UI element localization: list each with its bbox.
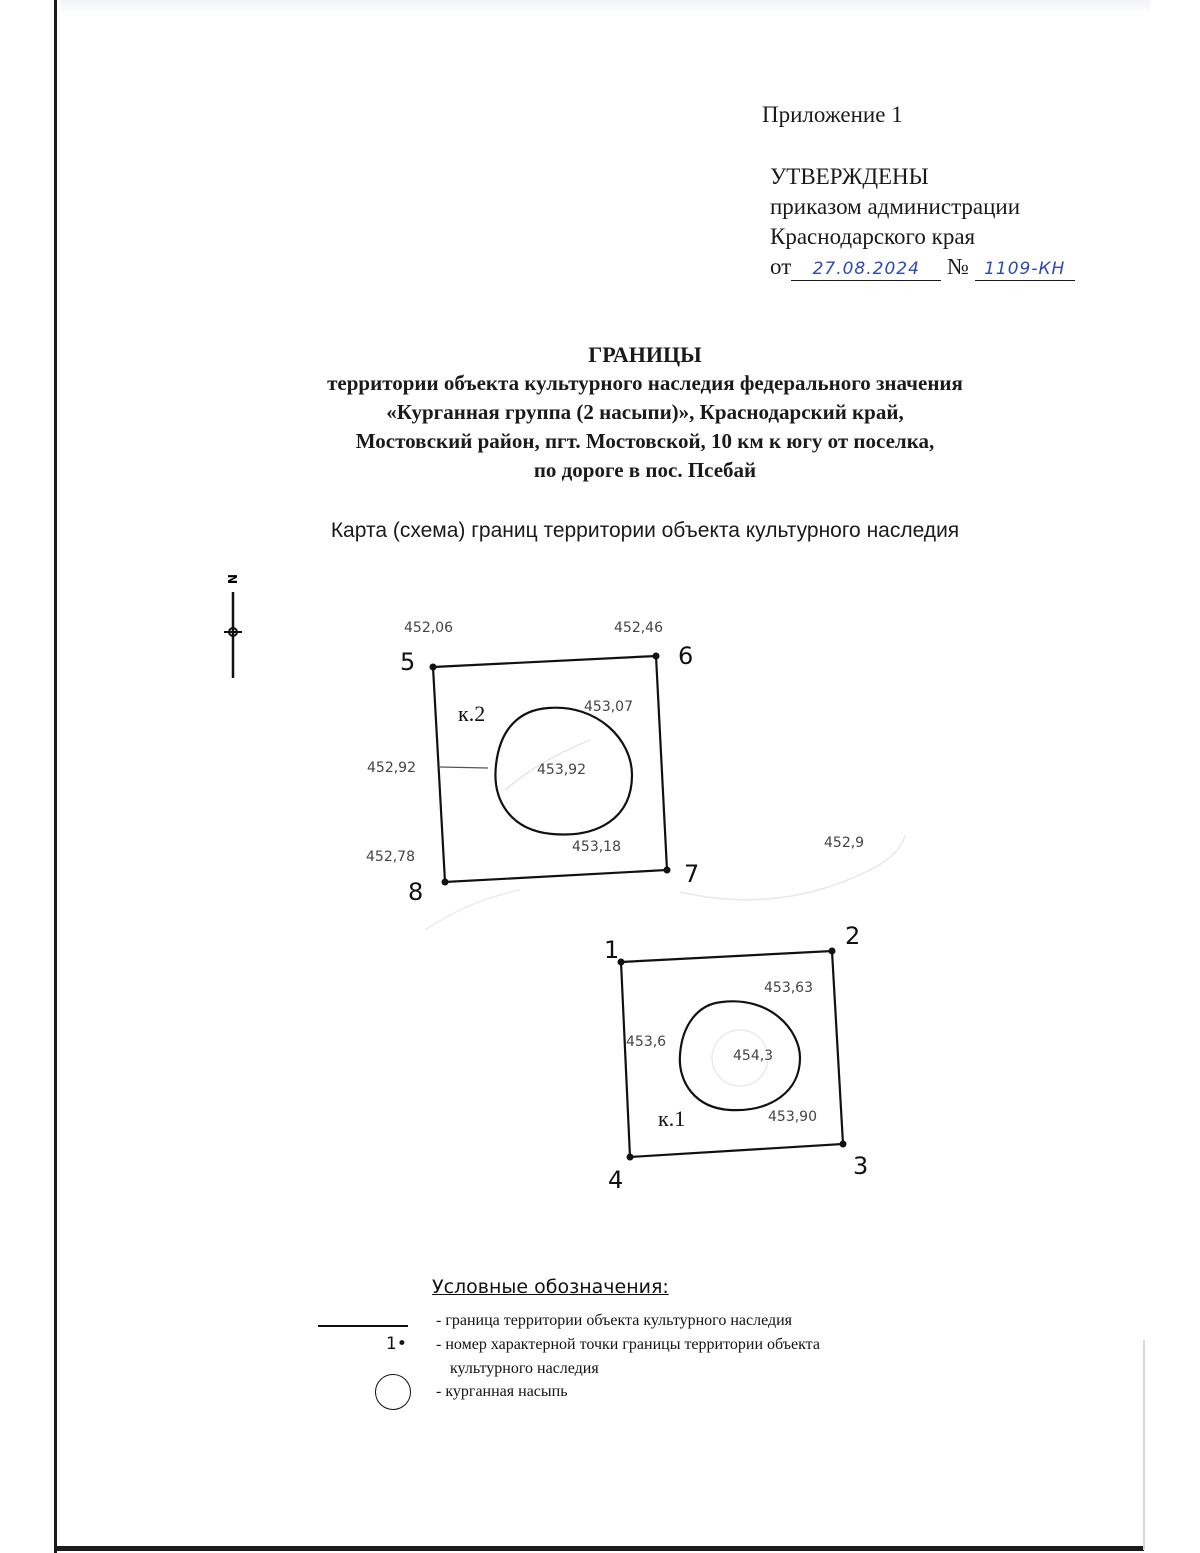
title-heading: ГРАНИЦЫ	[588, 342, 702, 367]
point-label-2: 2	[845, 922, 861, 950]
legend-boundary-text: - граница территории объекта культурного наследия	[436, 1312, 793, 1329]
elevation-label: 453,07	[584, 699, 633, 715]
elevation-label: 453,6	[626, 1034, 667, 1050]
elevation-label: 452,9	[824, 835, 865, 851]
legend-point-symbol: 1•	[386, 1334, 407, 1354]
point-label-8: 8	[408, 878, 424, 906]
mound1-label: к.1	[658, 1106, 686, 1131]
approval-number-sign: №	[947, 254, 969, 279]
approval-line3: Краснодарского края	[770, 224, 976, 249]
elevation-label: 453,63	[764, 980, 813, 996]
legend-boundary-symbol	[318, 1325, 408, 1327]
boundary-point-2	[829, 948, 836, 955]
legend-mound-symbol	[375, 1374, 411, 1410]
faint-contour	[425, 890, 520, 930]
title-line3: Мостовский район, пгт. Мостовской, 10 км к югу от поселка,	[355, 429, 935, 453]
approval-date: 27.08.2024	[812, 259, 920, 279]
boundary-point-7	[664, 867, 671, 874]
elevation-label: 452,06	[404, 620, 453, 636]
boundary-point-8	[442, 879, 449, 886]
leader-line	[440, 767, 488, 768]
title-line2: «Курганная группа (2 насыпи)», Краснодарский край,	[386, 400, 904, 424]
point-label-4: 4	[608, 1166, 624, 1194]
map-subtitle: Карта (схема) границ территории объекта культурного наследия	[330, 519, 960, 542]
point-label-7: 7	[684, 860, 700, 888]
boundary-point-6	[653, 653, 660, 660]
point-label-1: 1	[604, 936, 620, 964]
faint-contour	[680, 835, 905, 900]
legend-mound-text: - курганная насыпь	[436, 1383, 568, 1400]
boundary-point-5	[430, 664, 437, 671]
boundary-point-4	[627, 1154, 634, 1161]
approval-number: 1109-КН	[984, 259, 1066, 279]
mound2-label: к.2	[458, 701, 486, 726]
elevation-label: 454,3	[733, 1048, 774, 1064]
annex-label: Приложение 1	[762, 102, 903, 127]
title-line1: территории объекта культурного наследия федерального значения	[327, 371, 963, 395]
elevation-label: 453,18	[572, 839, 621, 855]
approval-line2: приказом администрации	[770, 194, 1021, 219]
scan-bottom-edge	[54, 1546, 1144, 1551]
north-arrow-letter: N	[225, 574, 239, 585]
approval-from: от	[770, 254, 792, 279]
elevation-label: 453,90	[768, 1109, 817, 1125]
boundary-point-3	[840, 1141, 847, 1148]
point-label-5: 5	[400, 648, 416, 676]
elevation-label: 452,92	[367, 760, 416, 776]
title-line4: по дороге в пос. Псебай	[533, 458, 757, 482]
point-label-3: 3	[853, 1152, 869, 1180]
scan-right-edge	[1143, 1340, 1145, 1550]
approval-line1: УТВЕРЖДЕНЫ	[770, 164, 929, 189]
elevation-label: 453,92	[537, 762, 586, 778]
legend-title: Условные обозначения:	[432, 1276, 669, 1298]
legend-point-text-1: - номер характерной точки границы территории объекта	[436, 1336, 820, 1353]
elevation-label: 452,46	[614, 620, 663, 636]
elevation-label: 452,78	[366, 849, 415, 865]
point-label-6: 6	[678, 642, 694, 670]
legend-point-text-2: культурного наследия	[450, 1360, 599, 1377]
north-arrow-icon	[224, 574, 242, 678]
